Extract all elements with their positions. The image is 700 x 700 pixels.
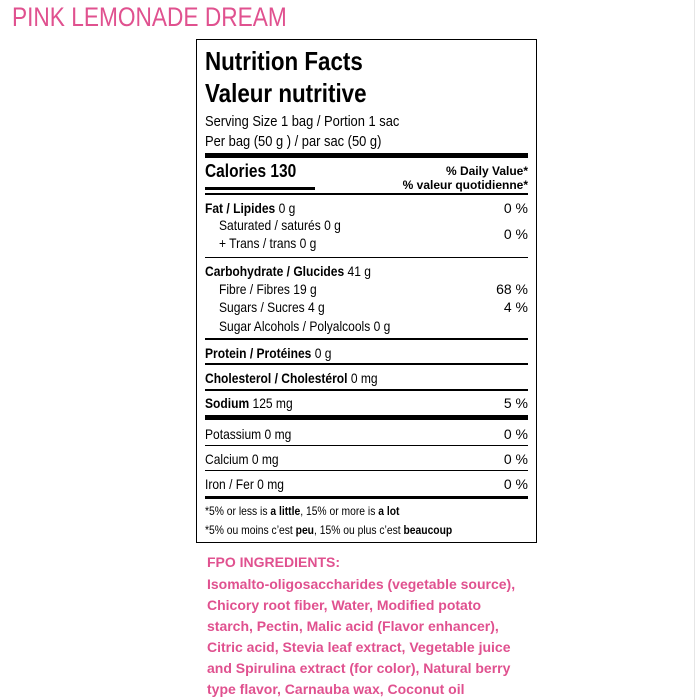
- footnote-fr-part: , 15% ou plus c’est: [313, 523, 404, 537]
- footnote-en-little: a little: [270, 504, 301, 518]
- ingredients-line: type flavor, Carnauba wax, Coconut oil: [207, 681, 465, 697]
- carb-label: Carbohydrate / Glucides: [205, 263, 345, 279]
- thick-rule: [205, 415, 528, 420]
- footnote-fr: [205, 523, 452, 537]
- rule: [205, 363, 528, 365]
- carb-amount: 41 g: [347, 263, 371, 279]
- sugars-dv: 4 %: [503, 299, 528, 315]
- carb-row: [205, 263, 371, 279]
- sat-trans-dv: 0 %: [503, 226, 528, 242]
- rule: [205, 257, 528, 258]
- rule: [205, 193, 528, 195]
- sugar-alcohols-row: Sugar Alcohols / Polyalcools 0 g: [219, 318, 391, 334]
- footnote-en-part: *5% or less is: [205, 504, 271, 518]
- ingredients-line: starch, Pectin, Malic acid (Flavor enhancer),: [207, 618, 499, 634]
- sodium-row: [205, 395, 293, 411]
- calcium-dv: 0 %: [503, 451, 528, 467]
- ingredients-line: Isomalto-oligosaccharides (vegetable source),: [207, 576, 516, 592]
- rule: [205, 338, 528, 340]
- potassium-row: Potassium 0 mg: [205, 426, 292, 442]
- ingredients-block: [207, 552, 547, 700]
- calories: Calories 130: [205, 161, 297, 181]
- footnote-fr-peu: peu: [295, 523, 314, 537]
- rule: [205, 445, 528, 446]
- rule: [205, 389, 528, 391]
- footnote-fr-beaucoup: beaucoup: [403, 523, 453, 537]
- ingredients-line: Chicory root fiber, Water, Modified potato: [207, 597, 482, 613]
- sodium-dv: 5 %: [503, 395, 528, 411]
- footnote-en-part: , 15% or more is: [300, 504, 379, 518]
- ingredients-line: Citric acid, Stevia leaf extract, Vegetable juice: [207, 639, 511, 655]
- sugars-row: Sugars / Sucres 4 g: [219, 299, 325, 315]
- thick-rule: [205, 153, 528, 158]
- sodium-amount: 125 mg: [252, 395, 293, 411]
- protein-amount: 0 g: [314, 345, 332, 361]
- thick-rule: [205, 496, 528, 499]
- calories-underline: [205, 187, 315, 190]
- footnote-en-lot: a lot: [378, 504, 400, 518]
- serving-size: Serving Size 1 bag / Portion 1 sac: [205, 113, 400, 130]
- footnote-en: [205, 504, 399, 518]
- iron-dv: 0 %: [503, 476, 528, 492]
- daily-value-header-en: % Daily Value*: [445, 164, 528, 178]
- fibre-row: Fibre / Fibres 19 g: [219, 281, 317, 297]
- trans-row: + Trans / trans 0 g: [219, 235, 317, 251]
- cholesterol-label: Cholesterol / Cholestérol: [205, 370, 348, 386]
- potassium-dv: 0 %: [503, 426, 528, 442]
- fat-amount: 0 g: [278, 200, 296, 216]
- cholesterol-amount: 0 mg: [350, 370, 378, 386]
- ingredients-heading: FPO INGREDIENTS:: [207, 554, 341, 570]
- daily-value-header-fr: % valeur quotidienne*: [402, 178, 528, 192]
- fat-dv: 0 %: [503, 200, 528, 216]
- footnote-fr-part: *5% ou moins c’est: [205, 523, 296, 537]
- panel-title-en: Nutrition Facts: [205, 46, 363, 76]
- ingredients-line: and Spirulina extract (for color), Natural berry: [207, 660, 511, 676]
- fat-row: [205, 200, 295, 216]
- rule: [205, 470, 528, 471]
- nutrition-facts-panel: [196, 39, 537, 543]
- cholesterol-row: [205, 370, 378, 386]
- panel-title-fr: Valeur nutritive: [205, 78, 367, 108]
- protein-row: [205, 345, 331, 361]
- sodium-label: Sodium: [205, 395, 250, 411]
- fibre-dv: 68 %: [496, 281, 528, 297]
- iron-row: Iron / Fer 0 mg: [205, 476, 284, 492]
- page-edge-rule: [694, 0, 695, 700]
- per-bag: Per bag (50 g ) / par sac (50 g): [205, 133, 382, 150]
- protein-label: Protein / Protéines: [205, 345, 312, 361]
- saturated-row: Saturated / saturés 0 g: [219, 217, 341, 233]
- calcium-row: Calcium 0 mg: [205, 451, 279, 467]
- fat-label: Fat / Lipides: [205, 200, 276, 216]
- product-title: PINK LEMONADE DREAM: [12, 2, 287, 32]
